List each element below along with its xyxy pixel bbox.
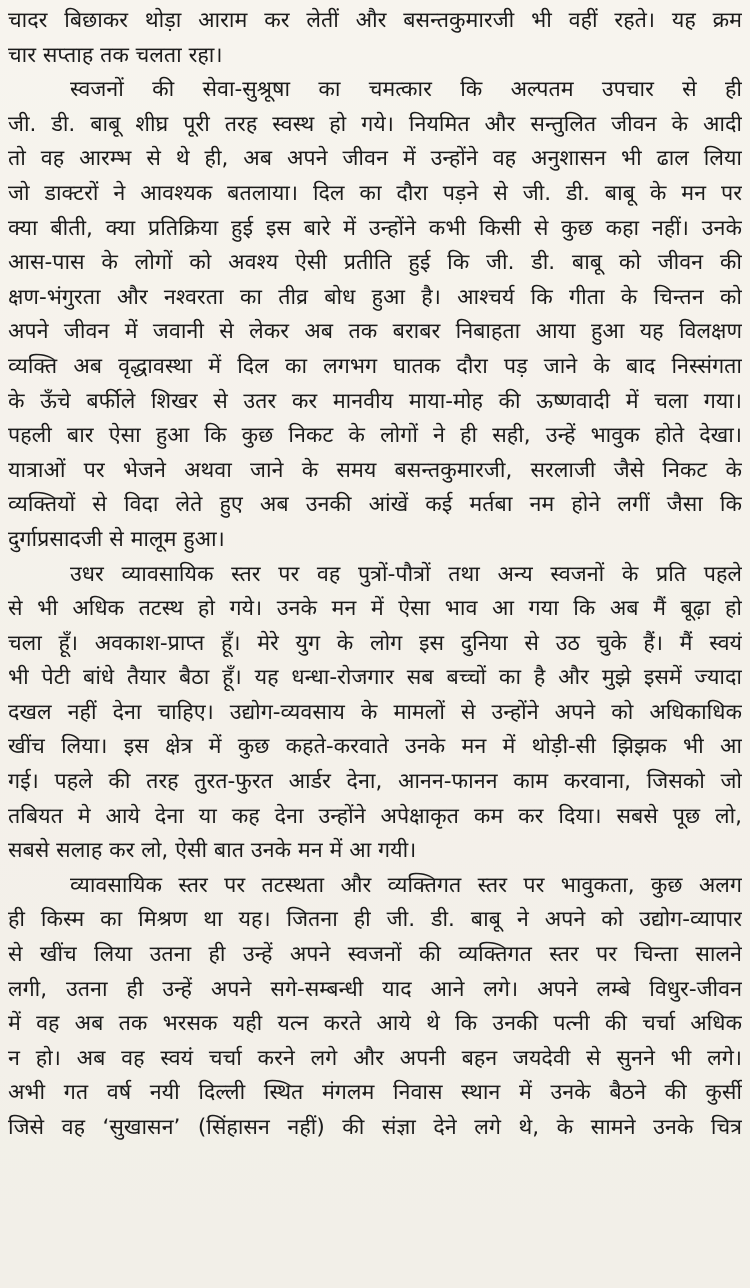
text-line: यात्राओं पर भेजने अथवा जाने के समय बसन्तकुमारजी, सरलाजी जैसे निकट के [8, 457, 742, 483]
paragraph-first-line: उधर व्यावसायिक स्तर पर वह पुत्रों-पौत्रों तथा अन्य स्वजनों के प्रति पहले [70, 561, 742, 587]
text-line: आस-पास के लोगों को अवश्य ऐसी प्रतीति हुई कि जी. डी. बाबू को जीवन की [8, 250, 742, 276]
text-line: में वह अब तक भरसक यही यत्न करते आये थे कि उनकी पत्नी की चर्चा अधिक [8, 1011, 742, 1037]
text-line: चार सप्ताह तक चलता रहा। [8, 42, 223, 68]
text-line: क्या बीती, क्या प्रतिक्रिया हुई इस बारे में उन्होंने कभी किसी से कुछ कहा नहीं। उनके [8, 215, 742, 241]
text-line: दुर्गाप्रसादजी से मालूम हुआ। [8, 526, 225, 552]
page-text-body [8, 0, 742, 1146]
text-line: चला हूँ। अवकाश-प्राप्त हूँ। मेरे युग के लोग इस दुनिया से उठ चुके हैं। मैं स्वयं [8, 630, 742, 656]
text-line: क्षण-भंगुरता और नश्वरता का तीव्र बोध हुआ है। आश्चर्य कि गीता के चिन्तन को [8, 284, 742, 310]
text-line: अभी गत वर्ष नयी दिल्ली स्थित मंगलम निवास स्थान में उनके बैठने की कुर्सी [8, 1080, 742, 1106]
text-line: जो डाक्टरों ने आवश्यक बतलाया। दिल का दौरा पड़ने से जी. डी. बाबू के मन पर [8, 180, 742, 206]
text-line: से भी अधिक तटस्थ हो गये। उनके मन में ऐसा भाव आ गया कि अब मैं बूढ़ा हो [8, 596, 742, 622]
text-line: न हो। अब वह स्वयं चर्चा करने लगे और अपनी बहन जयदेवी से सुनने भी लगे। [8, 1045, 742, 1071]
text-line: सबसे सलाह कर लो, ऐसी बात उनके मन में आ गयी। [8, 838, 417, 864]
text-line: व्यक्ति अब वृद्धावस्था में दिल का लगभग घातक दौरा पड़ जाने के बाद निस्संगता [8, 353, 742, 379]
paragraph-first-line: व्यावसायिक स्तर पर तटस्थता और व्यक्तिगत स्तर पर भावुकता, कुछ अलग [70, 872, 742, 898]
text-line: अपने जीवन में जवानी से लेकर अब तक बराबर निबाहता आया हुआ यह विलक्षण [8, 319, 742, 345]
paragraph-first-line: स्वजनों की सेवा-सुश्रूषा का चमत्कार कि अल्पतम उपचार से ही [70, 77, 742, 103]
text-line: भी पेटी बांधे तैयार बैठा हूँ। यह धन्धा-रोजगार सब बच्चों का है और मुझे इसमें ज्यादा [8, 665, 742, 691]
text-line: तबियत मे आये देना या कह देना उन्होंने अपेक्षाकृत कम कर दिया। सबसे पूछ लो, [8, 803, 742, 829]
text-line: से खींच लिया उतना ही उन्हें अपने स्वजनों की व्यक्तिगत स्तर पर चिन्ता सालने [8, 942, 742, 968]
text-line: दखल नहीं देना चाहिए। उद्योग-व्यवसाय के मामलों से उन्होंने अपने को अधिकाधिक [8, 699, 742, 725]
text-line: तो वह आरम्भ से थे ही, अब अपने जीवन में उन्होंने वह अनुशासन भी ढाल लिया [8, 146, 742, 172]
text-line: लगी, उतना ही उन्हें अपने सगे-सम्बन्धी याद आने लगे। अपने लम्बे विधुर-जीवन [8, 976, 742, 1002]
text-line: जिसे वह ‘सुखासन’ (सिंहासन नहीं) की संज्ञा देने लगे थे, के सामने उनके चित्र [8, 1115, 742, 1140]
text-line: चादर बिछाकर थोड़ा आराम कर लेतीं और बसन्तकुमारजी भी वहीं रहते। यह क्रम [8, 8, 742, 33]
text-line: गई। पहले की तरह तुरत-फुरत आर्डर देना, आनन-फानन काम करवाना, जिसको जो [8, 769, 742, 795]
text-line: ही किस्म का मिश्रण था यह। जितना ही जी. डी. बाबू ने अपने को उद्योग-व्यापार [8, 907, 742, 933]
text-line: जी. डी. बाबू शीघ्र पूरी तरह स्वस्थ हो गये। नियमित और सन्तुलित जीवन के आदी [8, 111, 742, 137]
text-line: के ऊँचे बर्फीले शिखर से उतर कर मानवीय माया-मोह की ऊष्णवादी में चला गया। [8, 388, 742, 414]
text-line: व्यक्तियों से विदा लेते हुए अब उनकी आंखें कई मर्तबा नम होने लगीं जैसा कि [8, 492, 742, 518]
text-line: खींच लिया। इस क्षेत्र में कुछ कहते-करवाते उनके मन में थोड़ी-सी झिझक भी आ [8, 734, 742, 760]
text-line: पहली बार ऐसा हुआ कि कुछ निकट के लोगों ने ही सही, उन्हें भावुक होते देखा। [8, 423, 742, 449]
